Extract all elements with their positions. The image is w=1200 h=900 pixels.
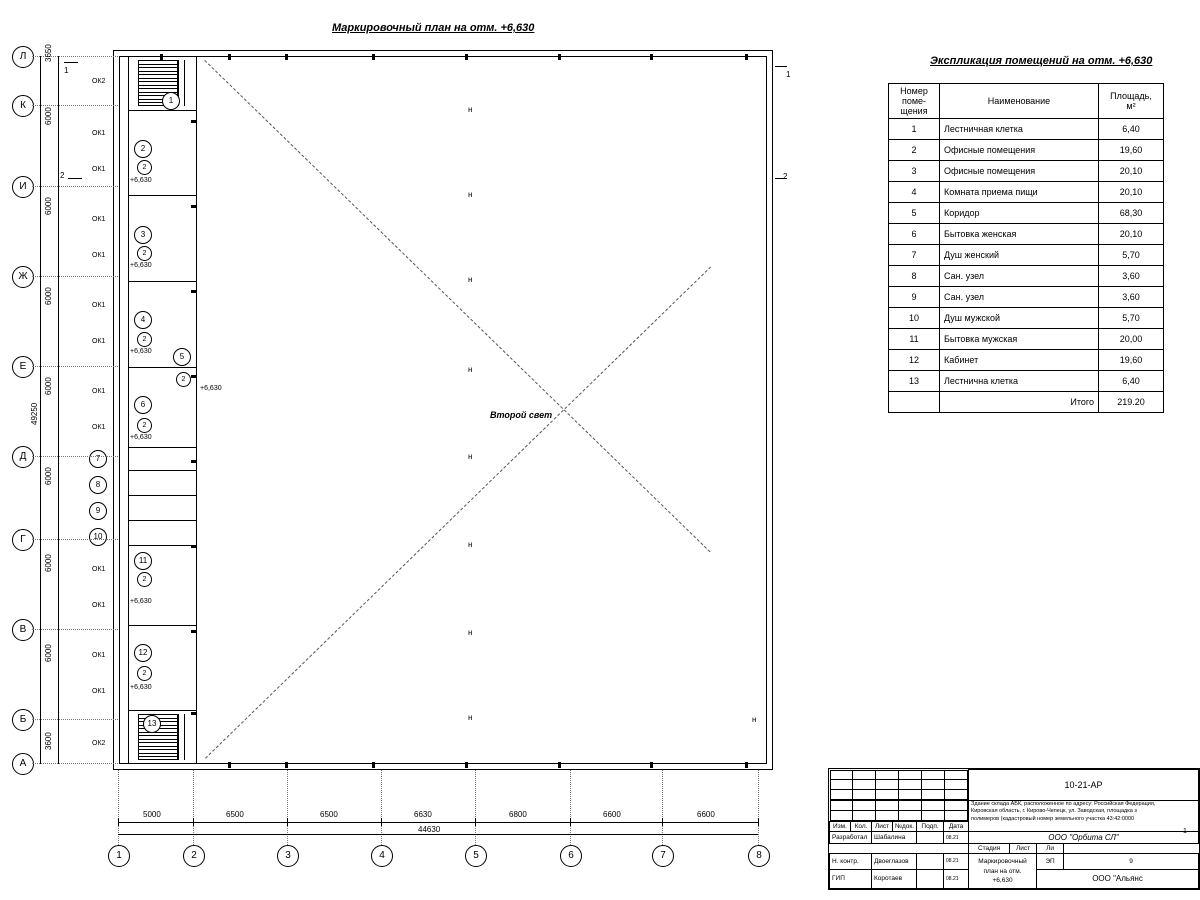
room-number: 13 [889, 371, 940, 392]
stamp-sheets-value: 1 [1183, 828, 1187, 835]
level-mark-corridor: +6,630 [200, 385, 222, 392]
vdim-6000: 6000 [44, 467, 53, 485]
room-bubble-3: 3 [134, 226, 152, 244]
stamp-name-gip: Коротаев [872, 869, 917, 888]
level-mark: +6,630 [130, 177, 152, 184]
vdim-6000: 6000 [44, 644, 53, 662]
room-number: 6 [889, 224, 940, 245]
window-label-ok2: ОК2 [92, 740, 106, 747]
room-name: Коридор [940, 203, 1099, 224]
explication-table [888, 83, 1164, 413]
window-label-ok1: ОК1 [92, 424, 106, 431]
level-mark: +6,630 [130, 348, 152, 355]
table-header-row [889, 84, 1164, 119]
room-area: 3,60 [1099, 266, 1164, 287]
stamp-code: 10-21-АР [969, 770, 1199, 801]
room-number: 3 [889, 161, 940, 182]
axis-label-B: Б [12, 709, 34, 731]
table-title: Экспликация помещений на отм. +6,630 [930, 55, 1153, 67]
table-row [889, 329, 1164, 350]
table-row [889, 140, 1164, 161]
axis-label-6: 6 [560, 845, 582, 867]
h-mark: н [468, 713, 473, 722]
axis-label-7: 7 [652, 845, 674, 867]
room-name: Офисные помещения [940, 140, 1099, 161]
window-label-ok1: ОК1 [92, 688, 106, 695]
sash-mark: 2 [137, 572, 152, 587]
section-mark-2-left: 2 [60, 171, 65, 180]
sash-mark: 2 [137, 418, 152, 433]
stamp-col-kol: Кол. [851, 822, 872, 832]
axis-label-4: 4 [371, 845, 393, 867]
room-bubble-5: 5 [173, 348, 191, 366]
level-mark: +6,630 [130, 684, 152, 691]
table-row [889, 371, 1164, 392]
room-bubble-4: 4 [134, 311, 152, 329]
window-label-ok1: ОК1 [92, 652, 106, 659]
h-mark: н [468, 275, 473, 284]
table-row [889, 350, 1164, 371]
room-name: Сан. узел [940, 287, 1099, 308]
header-area-l1: Площадь, [1110, 91, 1152, 101]
axis-label-G: Г [12, 529, 34, 551]
stamp-drawing-name-l2: +6,630 [992, 876, 1013, 884]
table-row [889, 182, 1164, 203]
sash-mark: 2 [137, 666, 152, 681]
stamp-name-developer: Шабалина [872, 832, 917, 844]
stamp-stage-value: ЭП [1037, 854, 1064, 869]
room-bubble-11: 11 [134, 552, 152, 570]
section-mark-1-left: 1 [64, 66, 69, 75]
stamp-sign-ncontrol [917, 854, 944, 869]
axis-label-3: 3 [277, 845, 299, 867]
room-name: Душ мужской [940, 308, 1099, 329]
stamp-col-ndok: №док. [893, 822, 917, 832]
corridor-wall [196, 56, 197, 764]
table-row [889, 161, 1164, 182]
stamp-role-ncontrol: Н. контр. [830, 854, 872, 869]
axis-label-2: 2 [183, 845, 205, 867]
hdim-6630: 6630 [414, 810, 432, 819]
hdim-6600: 6600 [697, 810, 715, 819]
window-label-ok1: ОК1 [92, 216, 106, 223]
stamp-sheet-value: 9 [1064, 854, 1199, 869]
total-label: Итого [940, 392, 1099, 413]
room-area: 5,70 [1099, 245, 1164, 266]
stamp-sheet-header: Лист [1010, 844, 1037, 854]
table-row [889, 287, 1164, 308]
vdim-6000: 6000 [44, 197, 53, 215]
room-area: 5,70 [1099, 308, 1164, 329]
hdim-6800: 6800 [509, 810, 527, 819]
room-number: 10 [889, 308, 940, 329]
room-bubble-9: 9 [89, 502, 107, 520]
axis-label-E: Е [12, 356, 34, 378]
room-name: Офисные помещения [940, 161, 1099, 182]
section-mark-2-right: 2 [783, 172, 788, 181]
axis-label-K: К [12, 95, 34, 117]
h-mark: н [468, 628, 473, 637]
stamp-sheets-header: Ли [1037, 844, 1064, 854]
room-area: 6,40 [1099, 119, 1164, 140]
h-mark: н [468, 365, 473, 374]
hdim-6500: 6500 [226, 810, 244, 819]
table-row [889, 119, 1164, 140]
void-label: Второй свет [490, 410, 553, 420]
axis-label-V: В [12, 619, 34, 641]
header-number-l3: щения [900, 106, 928, 116]
room-area: 19,60 [1099, 350, 1164, 371]
vdim-6000: 6000 [44, 287, 53, 305]
room-area: 19,60 [1099, 140, 1164, 161]
section-mark-1-right: 1 [786, 70, 791, 79]
axis-label-ZH: Ж [12, 266, 34, 288]
room-number: 5 [889, 203, 940, 224]
stamp-company: ООО "Альянс [1037, 869, 1199, 888]
axis-label-I: И [12, 176, 34, 198]
window-label-ok1: ОК1 [92, 166, 106, 173]
header-area-l2: м² [1126, 101, 1136, 111]
room-number: 4 [889, 182, 940, 203]
room-name: Душ женский [940, 245, 1099, 266]
window-label-ok1: ОК1 [92, 566, 106, 573]
room-number: 9 [889, 287, 940, 308]
hdim-total: 44630 [418, 825, 441, 834]
h-mark: н [752, 715, 757, 724]
stamp-sign-gip [917, 869, 944, 888]
room-name: Комната приема пищи [940, 182, 1099, 203]
stamp-object-l3: полимеров (кадастровый номер земельного участка 43:42:0000 [971, 815, 1135, 822]
vdim-6000: 6000 [44, 554, 53, 572]
stamp-object-l2: Кировская область, г. Кирово-Чепецк, ул. Заводская, площадка з [971, 808, 1137, 815]
plan-title: Маркировочный план на отм. +6,630 [332, 22, 535, 34]
room-bubble-6: 6 [134, 396, 152, 414]
stamp-date-gip: 08.21 [944, 869, 969, 888]
facade-inner-wall [128, 56, 129, 764]
h-mark: н [468, 452, 473, 461]
sash-mark: 2 [176, 372, 191, 387]
axis-label-5: 5 [465, 845, 487, 867]
stamp-col-podp: Подп. [917, 822, 944, 832]
stamp-customer: ООО "Орбита СЛ" [969, 832, 1199, 844]
stamp-date-developer: 08.21 [944, 832, 969, 844]
axis-label-L: Л [12, 46, 34, 68]
stamp-drawing-name [969, 854, 1037, 889]
vdim-6000: 6000 [44, 107, 53, 125]
room-name: Бытовка женская [940, 224, 1099, 245]
room-name: Лестничная клетка [940, 119, 1099, 140]
stamp-object [969, 800, 1199, 831]
window-label-ok1: ОК1 [92, 602, 106, 609]
room-area: 20,10 [1099, 182, 1164, 203]
room-name: Бытовка мужская [940, 329, 1099, 350]
level-mark: +6,630 [130, 598, 152, 605]
h-mark: н [468, 190, 473, 199]
h-mark: н [468, 540, 473, 549]
table-row [889, 203, 1164, 224]
window-label-ok2: ОК2 [92, 78, 106, 85]
stamp-col-list: Лист [872, 822, 893, 832]
sash-mark: 2 [137, 332, 152, 347]
window-label-ok1: ОК1 [92, 338, 106, 345]
room-area: 68,30 [1099, 203, 1164, 224]
total-spacer [889, 392, 940, 413]
header-number-l1: Номер [900, 86, 928, 96]
hdim-6600: 6600 [603, 810, 621, 819]
room-bubble-1: 1 [162, 92, 180, 110]
room-area: 6,40 [1099, 371, 1164, 392]
building-inner-wall [119, 56, 767, 764]
stamp-drawing-name-l1: Маркировочный план на отм. [978, 858, 1027, 875]
room-name: Сан. узел [940, 266, 1099, 287]
room-area: 3,60 [1099, 287, 1164, 308]
title-block [828, 768, 1200, 890]
total-value: 219.20 [1099, 392, 1164, 413]
h-mark: н [468, 105, 473, 114]
stamp-name-ncontrol: Двоеглазов [872, 854, 917, 869]
axis-label-8: 8 [748, 845, 770, 867]
sash-mark: 2 [137, 160, 152, 175]
vdim-6000: 6000 [44, 377, 53, 395]
stamp-object-l1: Здание склада АБК, расположенное по адресу: Российская Федерация, [971, 800, 1156, 807]
vdim-3600: 3600 [44, 732, 53, 750]
room-bubble-13: 13 [143, 715, 161, 733]
window-label-ok1: ОК1 [92, 130, 106, 137]
table-row [889, 224, 1164, 245]
sash-mark: 2 [137, 246, 152, 261]
room-area: 20,10 [1099, 224, 1164, 245]
level-mark: +6,630 [130, 262, 152, 269]
room-number: 1 [889, 119, 940, 140]
room-number: 7 [889, 245, 940, 266]
window-label-ok1: ОК1 [92, 302, 106, 309]
stamp-stage-header: Стадия [969, 844, 1010, 854]
vdim-total: 49250 [30, 402, 39, 425]
stamp-sign-developer [917, 832, 944, 844]
room-name: Лестнична клетка [940, 371, 1099, 392]
room-number: 8 [889, 266, 940, 287]
vdim-3650: 3650 [44, 44, 53, 62]
header-number-l2: поме- [901, 96, 927, 106]
stamp-col-izm: Изм. [830, 822, 851, 832]
header-number [889, 84, 940, 119]
room-bubble-2: 2 [134, 140, 152, 158]
hdim-5000: 5000 [143, 810, 161, 819]
room-name: Кабинет [940, 350, 1099, 371]
room-area: 20,00 [1099, 329, 1164, 350]
room-area: 20,10 [1099, 161, 1164, 182]
table-row [889, 266, 1164, 287]
axis-label-D: Д [12, 446, 34, 468]
room-number: 11 [889, 329, 940, 350]
room-number: 2 [889, 140, 940, 161]
header-area [1099, 84, 1164, 119]
hdim-6500: 6500 [320, 810, 338, 819]
table-row [889, 308, 1164, 329]
stamp-col-data: Дата [944, 822, 969, 832]
stamp-date-ncontrol: 08.21 [944, 854, 969, 869]
room-bubble-7: 7 [89, 450, 107, 468]
axis-label-A: А [12, 753, 34, 775]
room-bubble-12: 12 [134, 644, 152, 662]
axis-label-1: 1 [108, 845, 130, 867]
header-name: Наименование [940, 84, 1099, 119]
level-mark: +6,630 [130, 434, 152, 441]
room-bubble-10: 10 [89, 528, 107, 546]
window-label-ok1: ОК1 [92, 388, 106, 395]
room-bubble-8: 8 [89, 476, 107, 494]
stamp-role-gip: ГИП [830, 869, 872, 888]
window-label-ok1: ОК1 [92, 252, 106, 259]
table-row [889, 245, 1164, 266]
room-number: 12 [889, 350, 940, 371]
stamp-role-developer: Разработал [830, 832, 872, 844]
table-total-row [889, 392, 1164, 413]
